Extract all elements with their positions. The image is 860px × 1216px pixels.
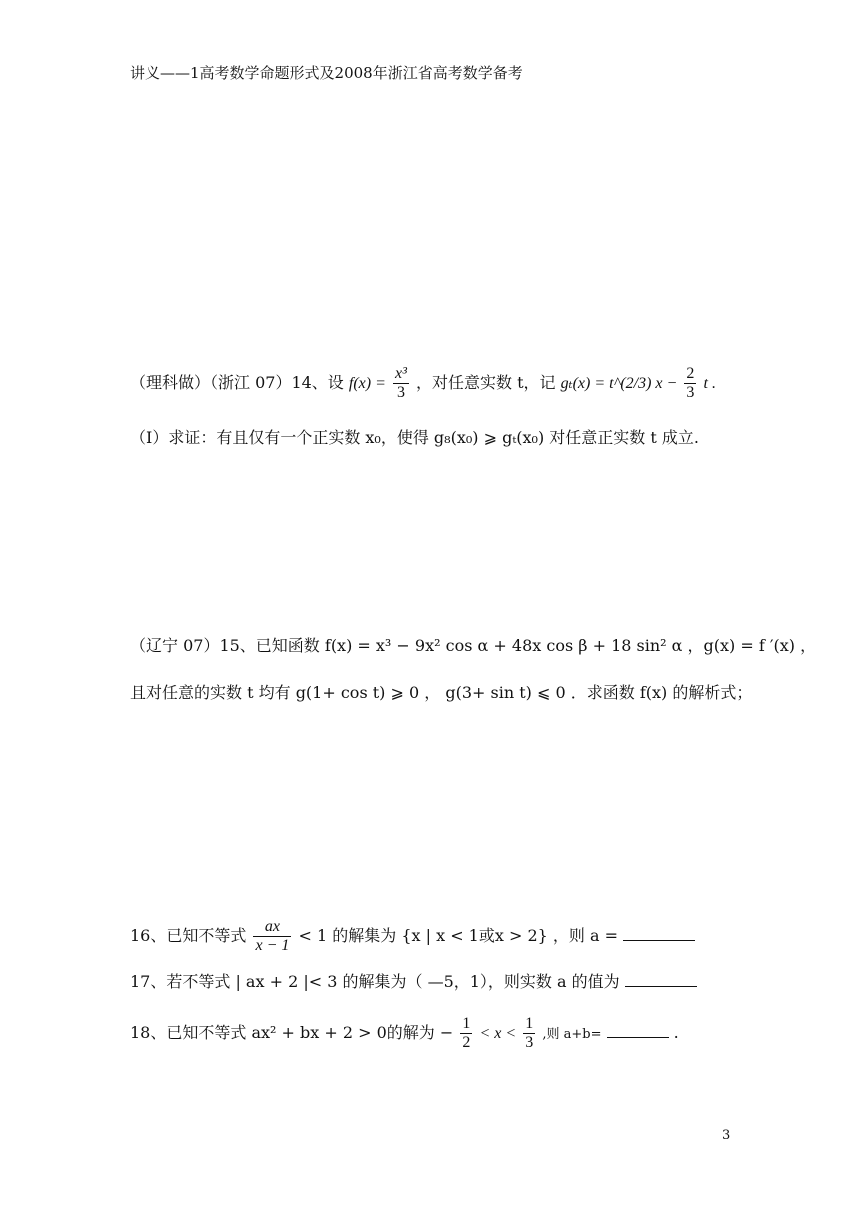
q18-end: . [673,1023,679,1042]
q14-f-fraction [393,365,409,402]
q14-f-numerator: x³ [395,365,407,382]
q18-fraction-1-numerator: 1 [462,1015,471,1032]
question-18 [130,1015,679,1052]
q16-denominator: x − 1 [255,937,290,954]
question-15-line-1: （辽宁 07）15、已知函数 f(x) = x³ − 9x² cos α + 48x cos β + 18 sin² α ，g(x) = f ′(x) ， [130,636,817,655]
q14-g-fraction [684,365,696,402]
q18-fraction-2-denominator: 3 [525,1034,534,1051]
q14-prefix: （理科做）（浙江 07）14、设 [130,373,344,392]
question-15-line-2: 且对任意的实数 t 均有 g(1+ cos t) ⩾ 0 ， g(3+ sin t) ⩽ 0 ．求函数 f(x) 的解析式； [130,683,753,702]
q16-prefix: 16、已知不等式 [130,926,247,945]
q16-rest: < 1 的解集为 {x | x < 1或x > 2} ，则 a = [298,926,619,945]
q14-f-def: f(x) = [348,375,386,392]
q18-answer-blank [607,1023,669,1038]
q14-mid: ，对任意实数 t，记 [416,373,556,392]
q18-fraction-2-numerator: 1 [525,1015,534,1032]
page-header: 讲义——1高考数学命题形式及2008年浙江省高考数学备考 [130,64,523,82]
q17-answer-blank [625,972,697,987]
q18-fraction-1 [460,1015,472,1052]
q18-fraction-1-denominator: 2 [462,1034,471,1051]
q16-numerator: ax [253,918,291,937]
question-14-line-2: （I）求证：有且仅有一个正实数 x₀，使得 g₈(x₀) ⩾ gₜ(x₀) 对任意正实数 t 成立. [130,428,699,447]
q14-f-denominator: 3 [396,384,405,401]
question-17 [130,972,697,992]
q16-fraction [253,918,291,955]
q14-g-numerator: 2 [686,365,695,382]
q18-mid: < x < [479,1025,517,1042]
q18-prefix: 18、已知不等式 ax² + bx + 2 > 0的解为 − [130,1023,454,1042]
q14-g-def: gₜ(x) = t^(2/3) x − [560,375,678,392]
question-14-line-1 [130,365,716,402]
page-number: 3 [722,1128,731,1143]
q16-answer-blank [623,926,695,941]
q14-g-end: t . [703,375,716,392]
q18-fraction-2 [523,1015,535,1052]
question-16 [130,918,695,955]
q18-suffix: ,则 a+b= [542,1027,602,1042]
q17-text: 17、若不等式 | ax + 2 |< 3 的解集为（ —5，1），则实数 a 的值为 [130,972,620,991]
q14-g-denominator: 3 [686,384,695,401]
